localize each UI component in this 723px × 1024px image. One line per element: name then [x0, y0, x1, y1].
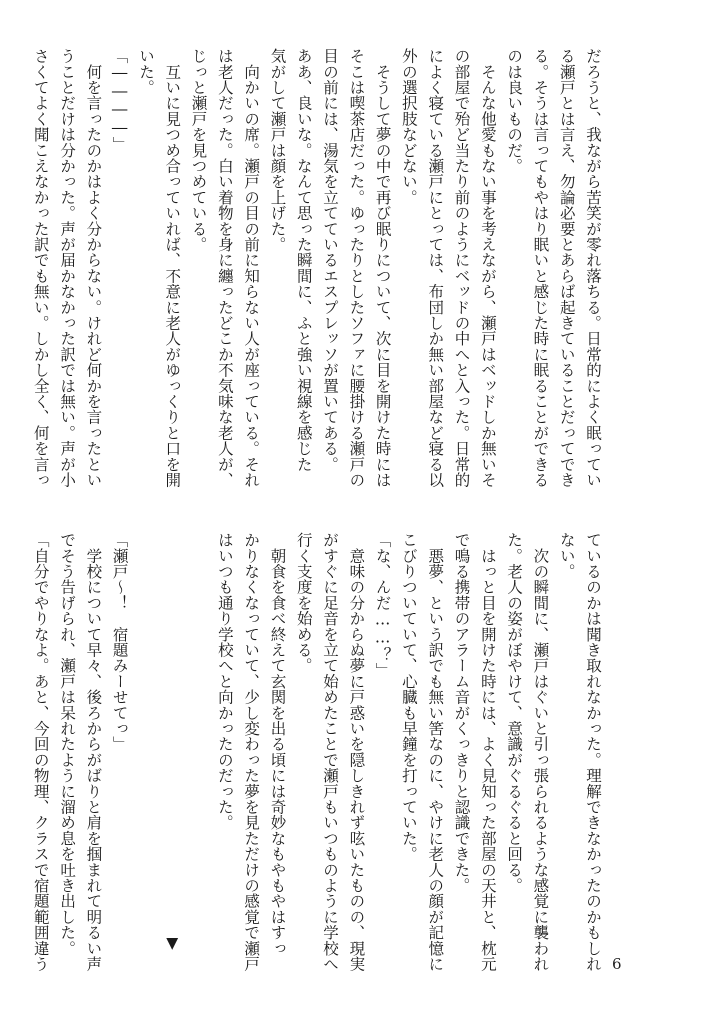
text-line: いた。 [136, 48, 155, 96]
text-line: 「――――」 [110, 48, 129, 153]
text-line: 外の選択肢などない。 [399, 48, 418, 205]
text-line: でそう告げられ、瀬戸は呆れたように溜め息を吐き出した。 [58, 532, 77, 956]
text-line: ているのかは聞き取れなかった。理解できなかったのかもしれ [584, 532, 602, 972]
lower-text-block [31, 532, 606, 972]
text-line: だろうと、我ながら苦笑が零れ落ちる。日常的によく眠ってい [584, 48, 602, 488]
text-line: 悪夢、という訳でも無い筈なのに、やけに老人の顔が記憶に [426, 532, 445, 972]
text-line: で鳴る携帯のアラーム音がくっきりと認識できた。 [452, 532, 471, 894]
text-line: はっと目を開けた時には、よく見知った部屋の天井と、枕元 [478, 532, 497, 972]
text-line: そこは喫茶店だった。ゆったりとしたソファに腰掛ける瀬戸の [347, 48, 366, 488]
text-line: た。老人の姿がぼやけて、意識がぐるぐると回る。 [505, 532, 524, 894]
text-line: によく寝ている瀬戸にとっては、布団しか無い部屋など寝る以 [426, 48, 445, 488]
text-line: うことだけは分かった。声が届かなかった訳では無い。声が小 [58, 48, 77, 488]
text-line: 次の瞬間に、瀬戸はぐいと引っ張られるような感覚に襲われ [531, 532, 550, 972]
text-line: じっと瀬戸を見つめている。 [189, 48, 208, 253]
text-line: のは良いものだ。 [505, 48, 524, 174]
text-line: そうして夢の中で再び眠りについて、次に目を開けた時には [373, 48, 392, 488]
text-line [185, 532, 211, 952]
text-line: かりなくなっていて、少し変わった夢を見ただけの感覚で瀬戸 [242, 532, 261, 972]
text-line: 何を言ったのかはよく分からない。けれど何かを言ったとい [84, 48, 103, 488]
text-line: 学校について早々、後ろからがばりと肩を掴まれて明るい声 [84, 532, 103, 972]
text-line: 互いに見つめ合っていれば、不意に老人がゆっくりと口を開 [163, 48, 182, 488]
text-line: 向かいの席。瀬戸の目の前に知らない人が座っている。それ [242, 48, 261, 488]
text-line: 「自分でやりなよ。あと、今回の物理、クラスで宿題範囲違う [31, 532, 50, 972]
text-line: る。そうは言ってもやはり眠いと感じた時に眠ることができる [531, 48, 550, 488]
text-line: 「な、んだ……？」 [373, 532, 392, 679]
text-line: は老人だった。白い着物を身に纏ったどこか不気味な老人が、 [215, 48, 234, 488]
text-line: さくてよく聞こえなかった訳でも無い。しかし全く、何を言っ [31, 48, 50, 488]
text-line: の部屋で殆ど当たり前のようにベッドの中へと入った。日常的 [452, 48, 471, 488]
text-line: 朝食を食べ終えて玄関を出る頃には奇妙なもやもやはすっ [268, 532, 287, 956]
text-line [133, 532, 159, 952]
text-line: 気がして瀬戸は顔を上げた。 [268, 48, 287, 253]
text-line: る瀬戸とは言え、勿論必要とあらば起きていることだってでき [557, 48, 576, 488]
text-line: 行く支度を始める。 [294, 532, 313, 674]
text-line: 「瀬戸～！ 宿題みーせてっ」 [110, 532, 129, 752]
text-line: そんな他愛もない事を考えながら、瀬戸はベッドしか無いそ [478, 48, 497, 488]
text-line: こびりついていて、心臓も早鐘を打っていた。 [399, 532, 418, 862]
text-line: はいつも通り学校へと向かったのだった。 [215, 532, 234, 831]
text-line: ああ、良いな。なんて思った瞬間に、ふと強い視線を感じた [294, 48, 313, 472]
text-line: がすぐに足音を立て始めたことで瀬戸もいつものように学校へ [321, 532, 340, 972]
section-break-marker: ▼ [163, 933, 182, 952]
text-line: 目の前には、湯気を立てているエスプレッソが置いてある。 [321, 48, 340, 472]
text-line: ない。 [557, 532, 576, 580]
page-number: 6 [612, 955, 622, 973]
upper-text-block [31, 48, 606, 506]
text-line: 意味の分からぬ夢に戸惑いを隠しきれず呟いたものの、現実 [347, 532, 366, 972]
